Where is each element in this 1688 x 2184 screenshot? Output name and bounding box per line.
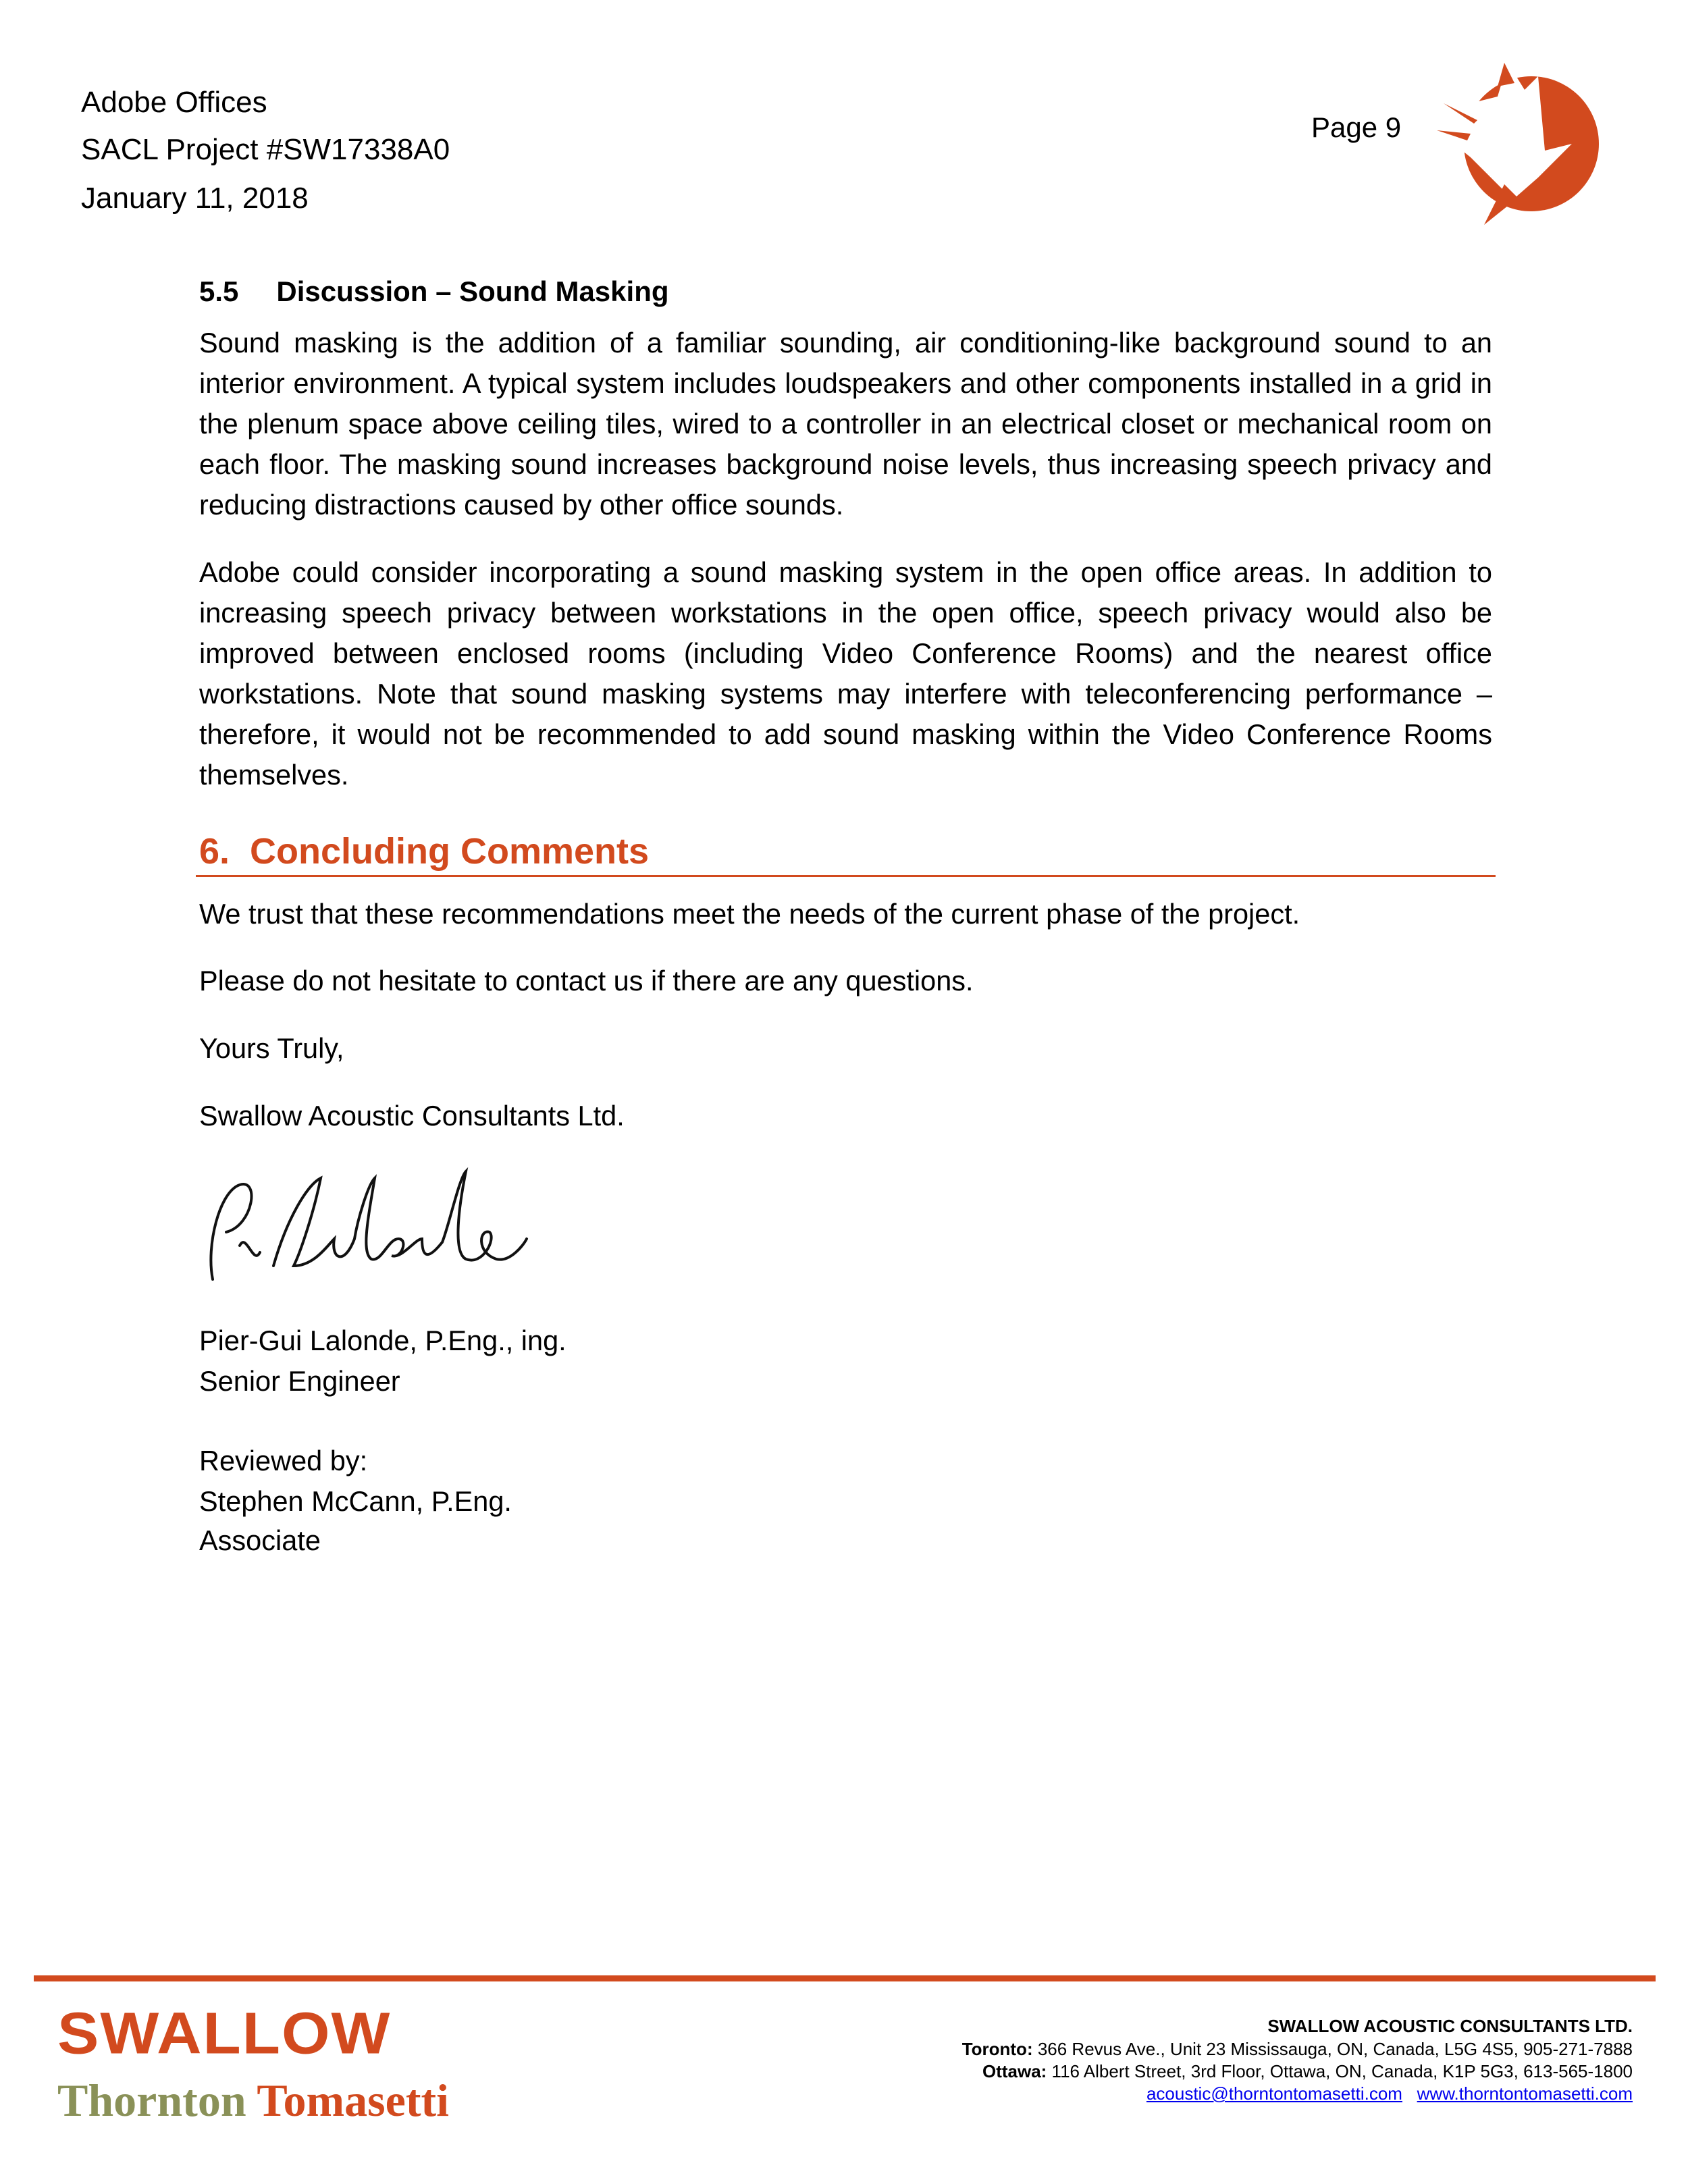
section-6-heading: 6. Concluding Comments (199, 831, 650, 872)
paragraph: Adobe could consider incorporating a sound masking system in the open office areas. In addition to increasing speech privacy between workstations in the open office, speech privacy would also be improved between enclosed rooms (including Video Conference Rooms) and the nearest office workstations. Note that sound masking systems may interfere with teleconferencing performance – therefore, it would not be recommended to add sound masking within the Video Conference Rooms themselves. (199, 556, 1492, 791)
website-link[interactable]: www.thorntontomasetti.com (1417, 2083, 1633, 2104)
footer-toronto (962, 2040, 1633, 2058)
signer-name: Pier-Gui Lalonde, P.Eng., ing. (199, 1325, 566, 1356)
client-name: Adobe Offices (81, 86, 267, 119)
footer-ottawa (982, 2062, 1633, 2080)
email-link[interactable]: acoustic@thorntontomasetti.com (1146, 2083, 1402, 2104)
footer-links (1146, 2085, 1633, 2102)
reviewed-label: Reviewed by: (199, 1445, 368, 1476)
signature (199, 1165, 530, 1289)
toronto-address: 366 Revus Ave., Unit 23 Mississauga, ON, Canada, L5G 4S5, 905-271-7888 (1032, 2039, 1633, 2059)
paragraph: Sound masking is the addition of a familiar sounding, air conditioning-like background sound to an interior environment. A typical system includes loudspeakers and other components installed in a grid in the plenum space above ceiling tiles, wired to a controller in an electrical closet or mechanical room on each floor. The masking sound increases background noise levels, thus increasing speech privacy and reducing distractions caused by other office sounds. (199, 327, 1492, 521)
closing-line: Please do not hesitate to contact us if there are any questions. (199, 965, 974, 996)
footer-company: SWALLOW ACOUSTIC CONSULTANTS LTD. (1267, 2016, 1633, 2036)
report-date: January 11, 2018 (81, 182, 309, 215)
page-number: Page 9 (1311, 111, 1402, 143)
section-number: 5.5 (199, 275, 239, 307)
project-number: SACL Project #SW17338A0 (81, 133, 450, 166)
reviewer-name: Stephen McCann, P.Eng. (199, 1485, 512, 1517)
heading-divider (196, 875, 1496, 877)
logo-thornton: Thornton (57, 2075, 246, 2126)
section-5-5-heading (199, 275, 669, 308)
section-title: Discussion – Sound Masking (276, 275, 669, 307)
thornton-tomasetti-wordmark (57, 2074, 449, 2127)
footer-rule (34, 1975, 1656, 1981)
closing-line: We trust that these recommendations meet the needs of the current phase of the project. (199, 898, 1300, 930)
swallow-logo-icon (1430, 56, 1607, 233)
logo-tomasetti: Tomasetti (257, 2075, 450, 2126)
closing-line: Swallow Acoustic Consultants Ltd. (199, 1100, 625, 1131)
reviewer-title: Associate (199, 1524, 321, 1556)
ottawa-label: Ottawa: (982, 2061, 1047, 2081)
toronto-label: Toronto: (961, 2039, 1033, 2059)
closing-line: Yours Truly, (199, 1032, 344, 1064)
swallow-wordmark: SWALLOW (57, 2000, 392, 2067)
ottawa-address: 116 Albert Street, 3rd Floor, Ottawa, ON, Canada, K1P 5G3, 613-565-1800 (1047, 2061, 1633, 2081)
signer-title: Senior Engineer (199, 1365, 400, 1397)
